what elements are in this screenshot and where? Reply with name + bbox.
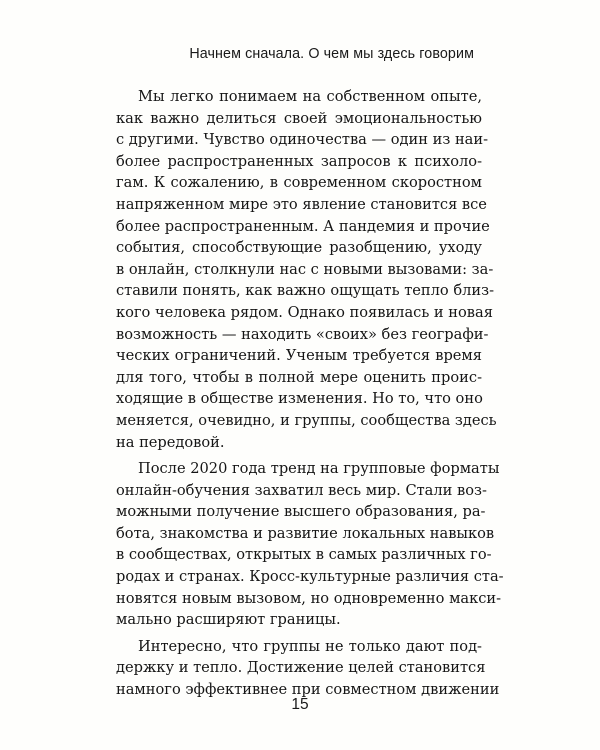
- text-line: более распространенных запросов к психоло-: [116, 152, 482, 170]
- text-line: для того, чтобы в полной мере оценить проис-: [116, 368, 482, 386]
- body-text: [116, 86, 504, 701]
- text-line: новятся новым вызовом, но одновременно макси-: [116, 589, 502, 607]
- text-line: Мы легко понимаем на собственном опыте,: [138, 88, 482, 105]
- text-line: намного эффективнее при совместном движении: [116, 681, 500, 699]
- text-line: можными получение высшего образования, ра-: [116, 503, 486, 521]
- text-line: более распространенным. А пандемия и прочие: [116, 217, 490, 235]
- page-number: 15: [291, 696, 309, 713]
- text-line: напряженном мире это явление становится все: [116, 195, 487, 213]
- running-head: Начнем сначала. О чем мы здесь говорим: [189, 46, 474, 62]
- text-line: держку и тепло. Достижение целей становится: [116, 659, 486, 677]
- text-line: события, способствующие разобщению, уходу: [116, 239, 482, 257]
- text-line: в сообществах, открытых в самых различных го-: [116, 546, 492, 564]
- text-line: ставили понять, как важно ощущать тепло близ-: [116, 282, 495, 300]
- text-line: меняется, очевидно, и группы, сообщества здесь: [116, 411, 497, 429]
- text-line: После 2020 года тренд на групповые форматы: [138, 460, 500, 478]
- text-line: ходящие в обществе изменения. Но то, что оно: [116, 390, 483, 408]
- text-line: онлайн-обучения захватил весь мир. Стали воз-: [116, 481, 487, 499]
- text-line: возможность — находить «своих» без географи-: [116, 325, 489, 343]
- text-line: родах и странах. Кросс-культурные различия ста-: [116, 568, 504, 586]
- paragraph-3: [116, 636, 500, 701]
- text-line: гам. К сожалению, в современном скоростном: [116, 174, 482, 192]
- paragraph-1: [116, 86, 497, 453]
- text-line: как важно делиться своей эмоциональностью: [116, 109, 482, 127]
- text-line: Интересно, что группы не только дают под-: [138, 637, 482, 655]
- paragraph-2: [116, 458, 504, 631]
- text-line: мально расширяют границы.: [116, 611, 341, 629]
- text-line: с другими. Чувство одиночества — один из наи-: [116, 131, 489, 149]
- text-line: бота, знакомства и развитие локальных навыков: [116, 524, 495, 542]
- text-line: в онлайн, столкнули нас с новыми вызовами: за-: [116, 260, 494, 278]
- text-line: ческих ограничений. Ученым требуется время: [116, 347, 482, 365]
- text-line: кого человека рядом. Однако появилась и новая: [116, 303, 493, 321]
- text-line: на передовой.: [116, 433, 225, 451]
